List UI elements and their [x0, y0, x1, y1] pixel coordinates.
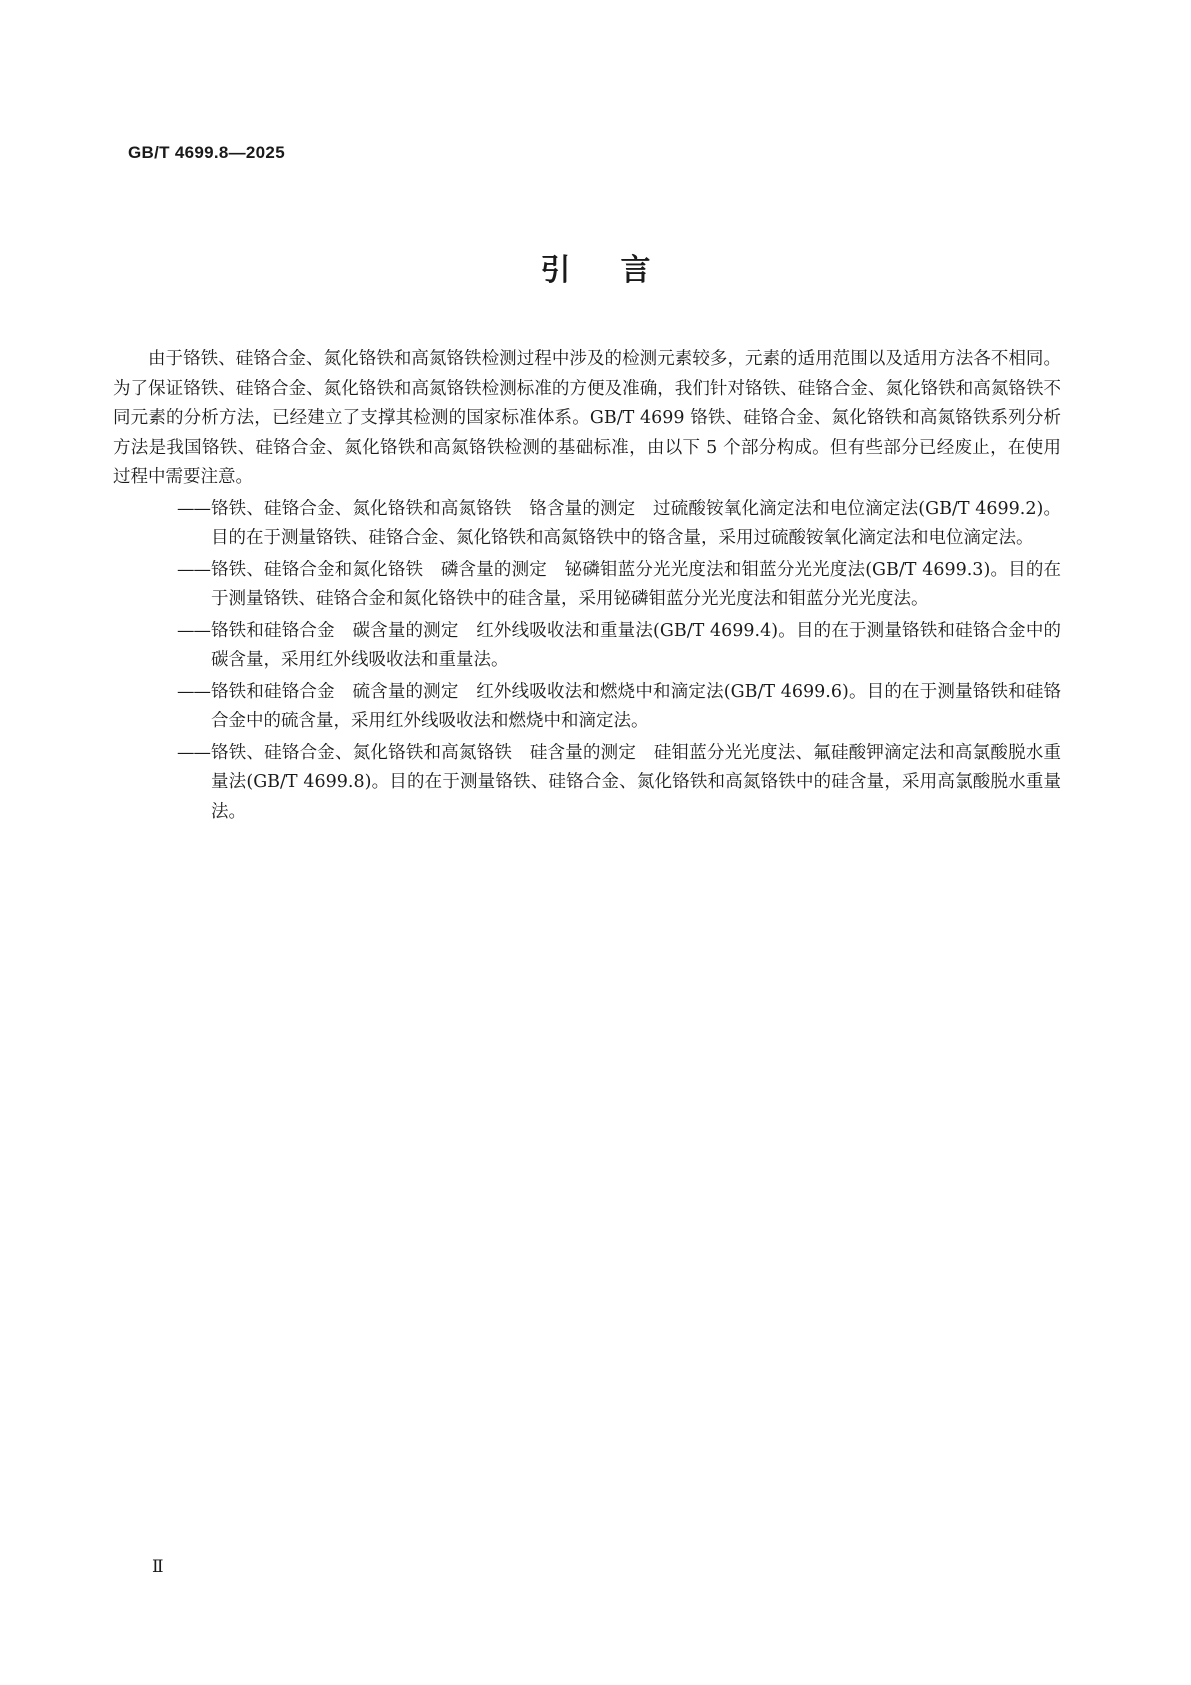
- list-item: [113, 556, 1061, 615]
- standard-code: GB/T 4699.8—2025: [128, 143, 285, 162]
- list-item-text: 铬铁、硅铬合金、氮化铬铁和高氮铬铁 铬含量的测定 过硫酸铵氧化滴定法和电位滴定法(GB/T 4699.2)。目的在于测量铬铁、硅铬合金、氮化铬铁和高氮铬铁中的铬含量，采用过硫酸铵氧化滴定法和电位滴定法。: [211, 498, 1061, 548]
- list-item-text: 铬铁和硅铬合金 硫含量的测定 红外线吸收法和燃烧中和滴定法(GB/T 4699.6)。目的在于测量铬铁和硅铬合金中的硫含量，采用红外线吸收法和燃烧中和滴定法。: [211, 681, 1061, 731]
- list-dash: ——: [177, 742, 210, 763]
- intro-paragraph: 由于铬铁、硅铬合金、氮化铬铁和高氮铬铁检测过程中涉及的检测元素较多，元素的适用范围以及适用方法各不相同。为了保证铬铁、硅铬合金、氮化铬铁和高氮铬铁检测标准的方便及准确，我们针对铬铁、硅铬合金、氮化铬铁和高氮铬铁不同元素的分析方法，已经建立了支撑其检测的国家标准体系。GB/T 4699 铬铁、硅铬合金、氮化铬铁和高氮铬铁系列分析方法是我国铬铁、硅铬合金、氮化铬铁和高氮铬铁检测的基础标准，由以下 5 个部分构成。但有些部分已经废止，在使用过程中需要注意。: [113, 349, 1061, 487]
- list-dash: ——: [177, 559, 210, 580]
- list-item: [113, 495, 1061, 554]
- list-item-text: 铬铁、硅铬合金和氮化铬铁 磷含量的测定 铋磷钼蓝分光光度法和钼蓝分光光度法(GB/T 4699.3)。目的在于测量铬铁、硅铬合金和氮化铬铁中的硅含量，采用铋磷钼蓝分光光度法和钼蓝分光光度法。: [211, 559, 1061, 609]
- page-number: Ⅱ: [152, 1557, 164, 1577]
- list-item-text: 铬铁和硅铬合金 碳含量的测定 红外线吸收法和重量法(GB/T 4699.4)。目的在于测量铬铁和硅铬合金中的碳含量，采用红外线吸收法和重量法。: [211, 620, 1061, 670]
- introduction-body: [113, 345, 1061, 827]
- list-item: [113, 617, 1061, 676]
- list-dash: ——: [177, 498, 210, 519]
- page-title: 引言: [540, 253, 701, 288]
- list-item: [113, 678, 1061, 737]
- list-dash: ——: [177, 620, 210, 641]
- list-item-text: 铬铁、硅铬合金、氮化铬铁和高氮铬铁 硅含量的测定 硅钼蓝分光光度法、氟硅酸钾滴定法和高氯酸脱水重量法(GB/T 4699.8)。目的在于测量铬铁、硅铬合金、氮化铬铁和高氮铬铁中的硅含量，采用高氯酸脱水重量法。: [211, 742, 1061, 822]
- list-item: [113, 739, 1061, 828]
- list-dash: ——: [177, 681, 210, 702]
- parts-list: [113, 495, 1061, 828]
